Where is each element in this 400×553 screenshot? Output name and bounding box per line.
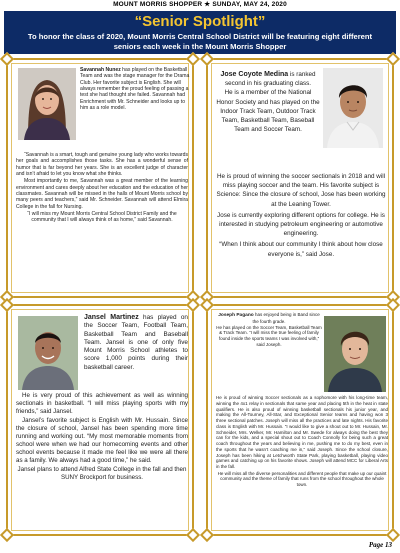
frame-ornament	[0, 52, 14, 66]
senior-panel-jansel	[6, 304, 194, 536]
jose-intro	[216, 70, 320, 134]
jose-name: Jose Coyote Medina	[220, 71, 289, 78]
masthead: MOUNT MORRIS SHOPPER ★ SUNDAY, MAY 24, 2020	[113, 1, 287, 8]
jose-quote: “When I think about our community I think about how close everyone is,” said Jose.	[219, 241, 383, 258]
senior-photo-jose	[323, 68, 383, 148]
joseph-name: Joseph Pagano	[218, 313, 254, 318]
joseph-activities: He has played on the Soccer Team, Basketball Team & Track Team. “I will miss the true feeling of family found inside the sports teams I was involved with,” said Joseph.	[216, 324, 322, 347]
senior-photo-jansel	[18, 316, 78, 390]
banner-subtitle: To honor the class of 2020, Mount Morris Central School District will be featuring eight different seniors each week in the Mount Morris Shopper	[27, 32, 373, 51]
spotlight-banner	[4, 11, 396, 54]
jansel-name: Jansel Martinez	[84, 314, 139, 321]
savannah-story	[16, 152, 188, 224]
jansel-intro	[84, 314, 188, 372]
jose-paragraph: He is proud of winning the soccer sectionals in 2018 and will miss playing soccer and the team. His favorite subject is Science: Since the closure of school, Jose has been working at the Leaning Tower.	[216, 173, 386, 208]
jose-paragraph: Jose is currently exploring different options for college. He is interested in studying petroleum engineering or automotive engineering.	[217, 211, 385, 238]
joseph-intro	[216, 312, 322, 348]
jansel-paragraph: He is very proud of this achievement as well as winning sectionals in basketball. “I will miss playing sports with my friends,” said Jansel.	[16, 392, 188, 416]
banner-title: “Senior Spotlight”	[134, 13, 266, 30]
jansel-plans: Jansel plans to attend Alfred State College in the fall and then SUNY Brockport for business.	[17, 466, 187, 482]
senior-panel-jose	[206, 58, 394, 298]
senior-panel-savannah	[6, 58, 194, 298]
senior-panel-joseph	[206, 304, 394, 536]
joseph-story	[216, 395, 388, 489]
jose-story	[216, 172, 386, 261]
frame-ornament	[186, 528, 200, 542]
savannah-intro	[80, 67, 190, 111]
frame-ornament	[200, 52, 214, 66]
jose-activities: He is a member of the National Honor Society and has played on the Indoor Track Team, Outdoor Track Team, Basketball Team, Baseball Team and Soccer Team.	[216, 89, 320, 134]
frame-ornament	[0, 528, 14, 542]
joseph-intro-text: has enjoyed being in Band since the fourth grade.	[252, 312, 320, 324]
frame-ornament	[386, 528, 400, 542]
joseph-paragraph: He is proud of winning Soccer sectionals as a sophomore with his long-time team, winning the 4x1 relay in sectionals that same year and placing 5th in the heat in state qualifiers. He is also proud of winning basketball sectionals his junior year, and making the All-Tourney, All-Star, and Exceptional Senior teams and having won 3 three sectional patches. Joseph will miss all the practices and late nights. His favorite class is English with Mr. Hussain. “I would like to give a shout out to Mr. Hussain, Mr. Schneider, Mrs. Welker, Mr. Hamilton and Mr. Swede for always doing the best they can for the kids, and a special shout out to Coach Connolly for being such a great coach throughout the years and believing in me, pushing me to do my best, even in the sports that he wasn’t coaching me in,” said Joseph. Since the school closure, Joseph has been hiking at Letchworth State Park, playing basketball, playing video games and catching up on his favorite shows. Joseph will attend MCC for Liberal Arts in the fall.	[216, 395, 388, 469]
jose-intro-text: is ranked second in his graduating class.	[224, 71, 316, 88]
senior-photo-joseph	[324, 316, 386, 392]
jansel-paragraph: Jansel’s favorite subject is English with Mr. Hussain. Since the closure of school, Jansel has been spending more time running and working out. “My most memorable moments from school were when we had our homecoming events and other school events because it made me feel like we were all there as a family. We always had a good time,” he said.	[16, 416, 188, 465]
jansel-intro-text: has played on the Soccer Team, Football Team, Basketball Team and Baseball Team. Jansel is one of only five Mount Morris School athletes to score 1,000 points during their basketball career.	[84, 314, 188, 371]
savannah-name: Savannah Nunez	[80, 67, 121, 73]
savannah-paragraph: Most importantly to me, Savannah was a great member of the learning environment and cares deeply about her education and the education of her classmates. Savannah will be missed in the halls of Mount Morris school by many peers and teachers,” said Mr. Schneider. Savannah will attend Elmira College in the fall for Nursing.	[16, 178, 188, 210]
senior-photo-savannah	[18, 68, 76, 140]
jansel-story	[16, 392, 188, 483]
page-number: Page 13	[368, 541, 392, 549]
savannah-paragraph: “Savannah is a smart, tough and genuine young lady who works towards her goals and accomplishes those tasks. She has a wonderful sense of humor that is far beyond her years. She is an excellent judge of character and isn’t afraid to let you know what she thinks.	[16, 152, 188, 178]
frame-ornament	[386, 52, 400, 66]
savannah-quote: “I will miss my Mount Morris Central School District Family and the community that I will always think of as home,” said Savannah.	[27, 210, 177, 224]
frame-ornament	[200, 528, 214, 542]
frame-ornament	[186, 52, 200, 66]
joseph-closing: He will miss all the diverse personalities and different people that make up our quaint community and the theme of family that runs from the school throughout the whole town.	[217, 470, 387, 488]
savannah-intro-text: has played on the Basketball Team and was the stage manager for the Drama Club. Her favorite subject is English. She will always remember the proud feeling of passing a test she had thought she failed. Savannah had Enrichment with Mr. Schneider and looks up to him as a role model.	[80, 67, 190, 112]
